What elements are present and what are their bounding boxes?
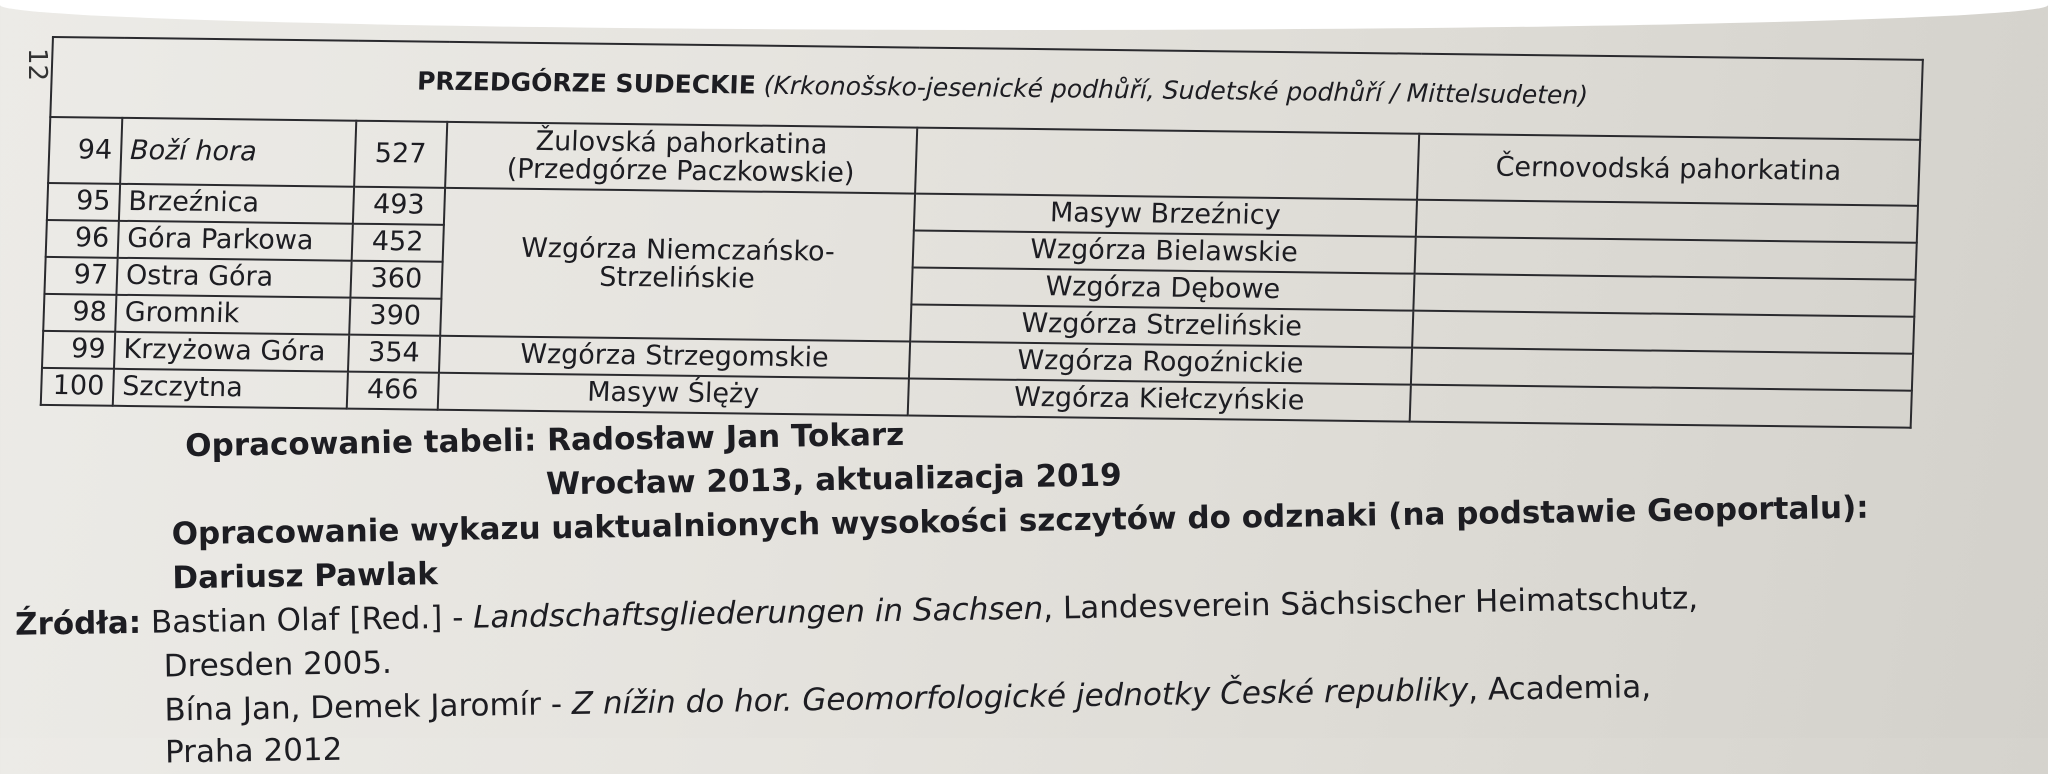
region-czech [1415, 200, 1918, 243]
source-title: Z nížin do hor. Geomorfologické jednotky České republiky [571, 671, 1469, 723]
region-subunit: Wzgórza Bielawskie [913, 231, 1416, 274]
source-place: Praha 2012 [164, 731, 343, 771]
place-date: Wrocław 2013, aktualizacja 2019 [545, 457, 1123, 503]
sources-label: Źródła: [14, 604, 142, 643]
region-czech [1414, 237, 1917, 280]
page-edge [0, 0, 2048, 30]
peak-height: 527 [354, 121, 447, 188]
table-author: Opracowanie tabeli: Radosław Jan Tokarz [184, 416, 905, 465]
region-subunit: Wzgórza Kiełczyńskie [908, 378, 1411, 421]
region-subunit: Wzgórza Rogoźnickie [909, 342, 1412, 385]
peak-number: 95 [47, 183, 120, 221]
peak-name: Boží hora [120, 118, 356, 187]
peak-number: 98 [43, 294, 116, 332]
peak-number: 97 [44, 257, 117, 295]
peak-height: 466 [347, 372, 439, 410]
peak-number: 94 [48, 117, 122, 184]
peak-name: Ostra Góra [116, 258, 351, 298]
peak-name: Gromnik [115, 295, 350, 335]
region-subunit: Wzgórza Strzelińskie [910, 305, 1413, 348]
region-subunit: Masyw Brzeźnicy [914, 194, 1417, 237]
region-polish: Masyw Ślęży [437, 373, 909, 416]
region-subunit [915, 128, 1419, 200]
source-authors: Bína Jan, Demek Jaromír - [164, 686, 573, 729]
page-number: 12 [22, 48, 52, 82]
table-title-main: PRZEDGÓRZE SUDECKIE [416, 66, 757, 100]
source-authors: Bastian Olaf [Red.] - [150, 599, 474, 641]
region-polish: Žulovská pahorkatina (Przedgórze Paczkowskie) [445, 122, 918, 194]
region-polish: Wzgórza Strzegomskie [439, 336, 911, 379]
source-publisher: , Landesverein Sächsischer Heimatschutz, [1042, 580, 1699, 627]
list-author-name: Dariusz Pawlak [172, 556, 439, 597]
region-subunit: Wzgórza Dębowe [912, 268, 1415, 311]
peak-height: 493 [353, 187, 445, 225]
region-czech [1412, 311, 1915, 354]
source-title: Landschaftsgliederungen in Sachsen [472, 590, 1044, 636]
peak-number: 99 [42, 331, 115, 369]
region-czech [1409, 385, 1912, 428]
table-title-subtitle: (Krkonošsko-jesenické podhůří, Sudetské podhůří / Mittelsudeten) [755, 70, 1589, 110]
peak-height: 354 [348, 335, 440, 373]
peaks-table [40, 36, 1924, 429]
source-publisher: , Academia, [1467, 669, 1652, 708]
region-polish: Wzgórza Niemczańsko- Strzelińskie [440, 188, 915, 342]
list-author-label: Opracowanie wykazu uaktualnionych wysokości szczytów do odznaki (na podstawie Geoportalu): [171, 489, 1869, 553]
peak-height: 390 [349, 298, 441, 336]
region-czech [1413, 274, 1916, 317]
peak-name: Góra Parkowa [118, 221, 353, 261]
peak-name: Krzyżowa Góra [114, 332, 349, 372]
source-place: Dresden 2005. [163, 644, 393, 685]
peak-name: Brzeźnica [119, 184, 354, 224]
peak-name: Szczytna [113, 369, 348, 409]
region-czech: Černovodská pahorkatina [1417, 134, 1921, 206]
peak-height: 452 [352, 224, 444, 262]
region-czech [1410, 348, 1913, 391]
peak-number: 96 [46, 220, 119, 258]
peak-height: 360 [351, 261, 443, 299]
peak-number: 100 [41, 368, 114, 406]
